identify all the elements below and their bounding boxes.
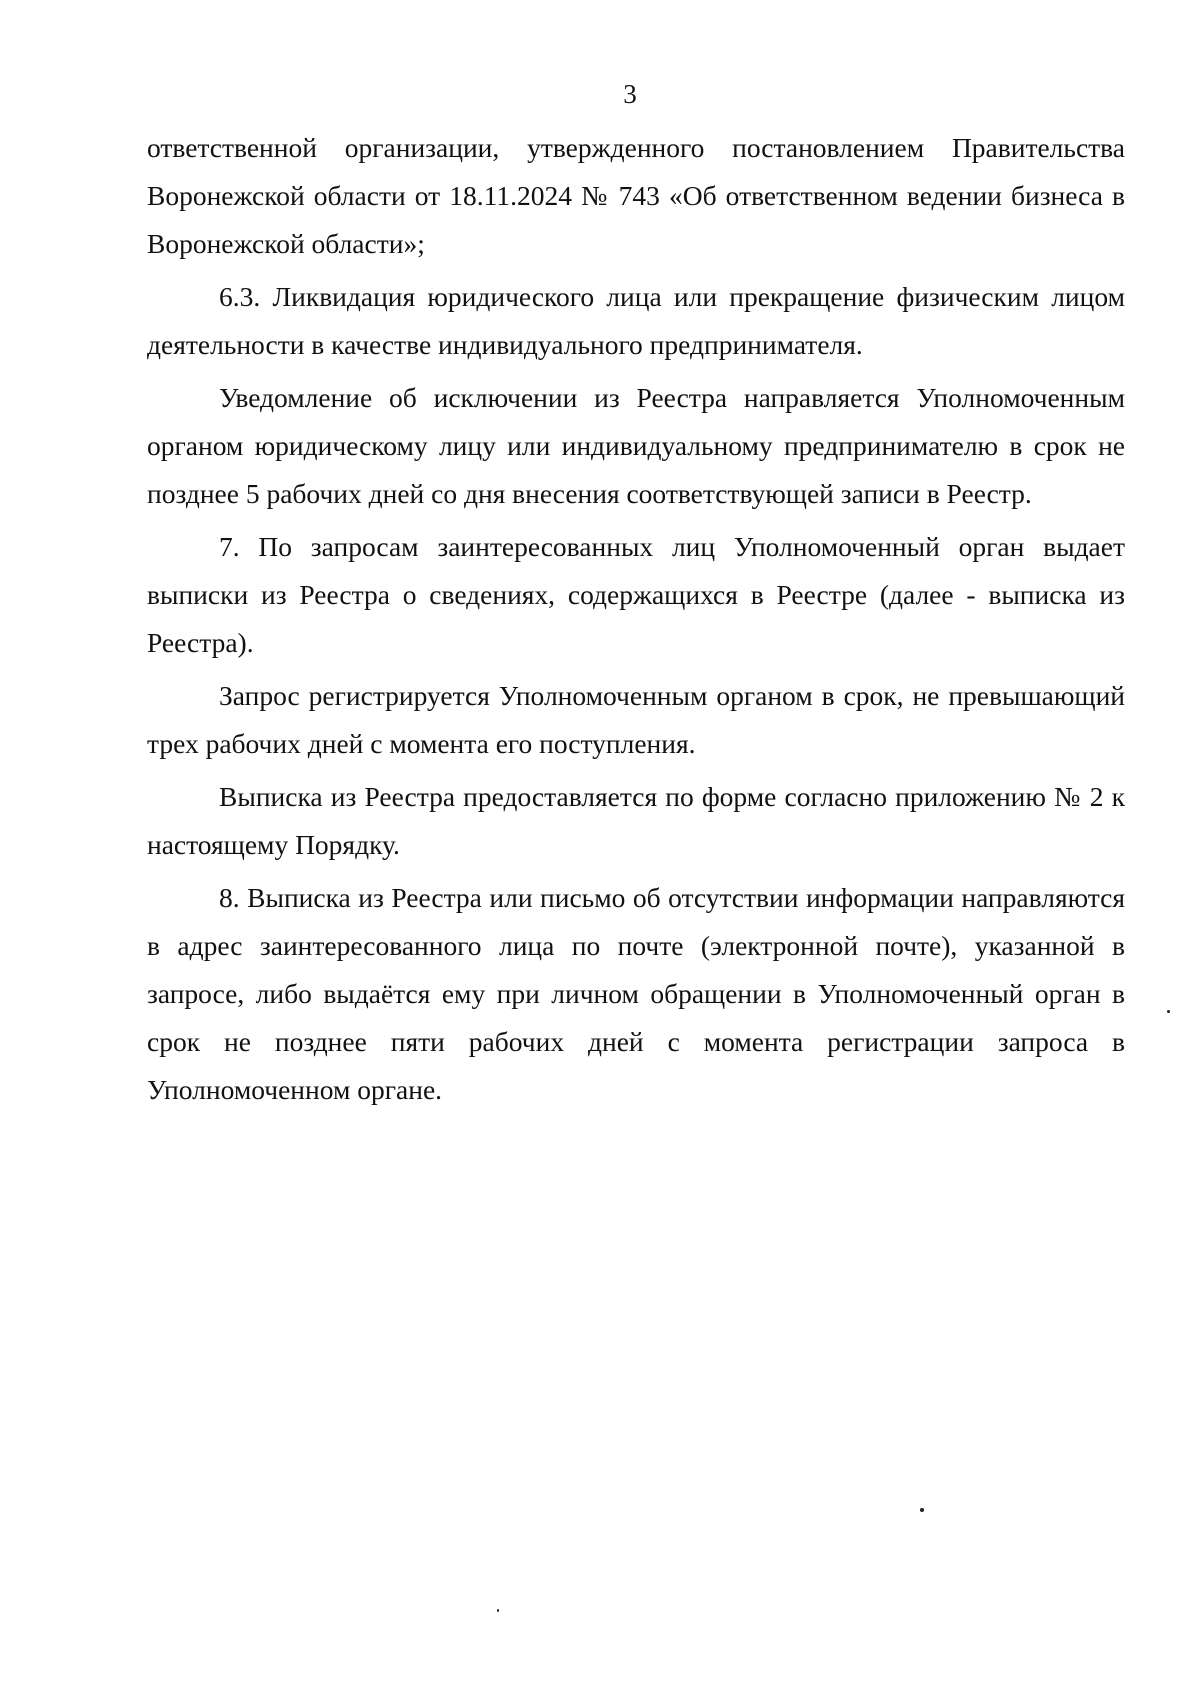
paragraph-item-8: 8. Выписка из Реестра или письмо об отсутствии информации направляются в адрес заинтересованного лица по почте (электронной почте), указанной в запросе, либо выдаётся ему при личном обращении в Уполномоченный орган в срок не позднее пяти рабочих дней с момента регистрации запроса в Уполномоченном органе. [147, 882, 1125, 1105]
paragraph-extract-form: Выписка из Реестра предоставляется по форме согласно приложению № 2 к настоящему Порядку. [147, 781, 1125, 860]
paragraph-item-6-3: 6.3. Ликвидация юридического лица или прекращение физическим лицом деятельности в качестве индивидуального предпринимателя. [147, 281, 1125, 360]
paragraph-continuation: ответственной организации, утвержденного постановлением Правительства Воронежской области от 18.11.2024 № 743 «Об ответственном ведении бизнеса в Воронежской области»; [147, 132, 1125, 259]
scan-speck [1167, 1010, 1170, 1013]
scan-speck [920, 1508, 924, 1512]
scan-speck [497, 1609, 499, 1612]
paragraph-request-registration: Запрос регистрируется Уполномоченным органом в срок, не превышающий трех рабочих дней с момента его поступления. [147, 680, 1125, 759]
page-number: 3 [623, 79, 637, 109]
document-body [147, 124, 1125, 1119]
paragraph-item-7: 7. По запросам заинтересованных лиц Уполномоченный орган выдает выписки из Реестра о сведениях, содержащихся в Реестре (далее - выписка из Реестра). [147, 531, 1125, 658]
paragraph-notification: Уведомление об исключении из Реестра направляется Уполномоченным органом юридическому лицу или индивидуальному предпринимателю в срок не позднее 5 рабочих дней со дня внесения соответствующей записи в Реестр. [147, 382, 1125, 509]
